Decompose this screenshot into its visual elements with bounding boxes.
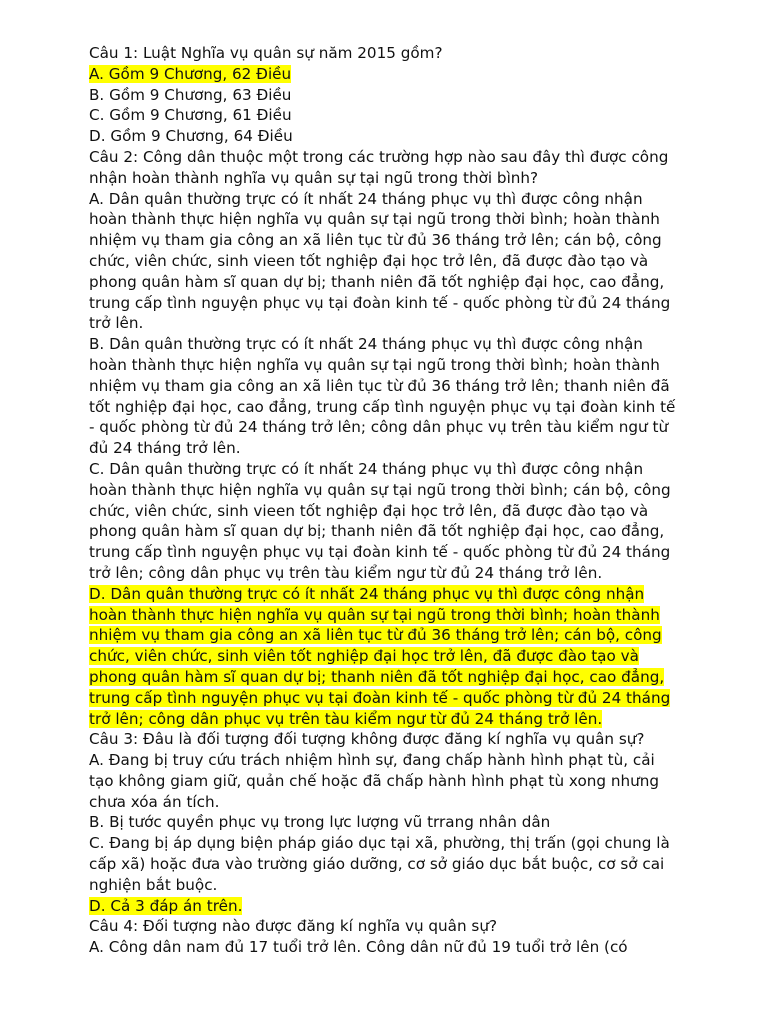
text-line [89, 646, 679, 667]
line-text: nhiệm vụ tham gia công an xã liên tục từ đủ 36 tháng trở lên; thanh niên đã [89, 376, 670, 395]
highlighted-answer-text: hoàn thành thực hiện nghĩa vụ quân sự tại ngũ trong thời bình; hoàn thành [89, 605, 660, 624]
text-line [89, 605, 679, 626]
text-line [89, 189, 679, 210]
text-line [89, 438, 679, 459]
line-text: A. Dân quân thường trực có ít nhất 24 tháng phục vụ thì được công nhận [89, 189, 643, 208]
text-line [89, 854, 679, 875]
text-line [89, 625, 679, 646]
text-line [89, 251, 679, 272]
text-line [89, 85, 679, 106]
text-line [89, 334, 679, 355]
line-text: cấp xã) hoặc đưa vào trường giáo dưỡng, cơ sở giáo dục bắt buộc, cơ sở cai [89, 855, 665, 874]
line-text: C. Đang bị áp dụng biện pháp giáo dục tại xã, phường, thị trấn (gọi chung là [89, 834, 670, 853]
line-text: B. Bị tước quyền phục vụ trong lực lượng vũ trrang nhân dân [89, 813, 551, 832]
text-line [89, 272, 679, 293]
line-text: đủ 24 tháng trở lên. [89, 439, 241, 458]
text-line [89, 542, 679, 563]
line-text: A. Đang bị truy cứu trách nhiệm hình sự, đang chấp hành hình phạt tù, cải [89, 751, 655, 770]
text-line [89, 521, 679, 542]
text-line [89, 563, 679, 584]
line-text: Câu 3: Đâu là đối tượng đối tượng không được đăng kí nghĩa vụ quân sự? [89, 730, 645, 749]
line-text: Câu 1: Luật Nghĩa vụ quân sự năm 2015 gồm? [89, 44, 443, 62]
highlighted-answer-text: trung cấp tình nguyện phục vụ tại đoàn kinh tế - quốc phòng từ đủ 24 tháng [89, 688, 671, 707]
text-line [89, 168, 679, 189]
text-line [89, 105, 679, 126]
line-text: hoàn thành thực hiện nghĩa vụ quân sự tại ngũ trong thời bình; cán bộ, công [89, 480, 671, 499]
text-line [89, 812, 679, 833]
text-line [89, 459, 679, 480]
text-line [89, 230, 679, 251]
line-text: phong quân hàm sĩ quan dự bị; thanh niên đã tốt nghiệp đại học, cao đẳng, [89, 272, 665, 291]
highlighted-answer-text: chức, viên chức, sinh viên tốt nghiệp đại học trở lên, đã được đào tạo và [89, 647, 639, 666]
highlighted-answer-text: D. Cả 3 đáp án trên. [89, 896, 243, 915]
text-line [89, 709, 679, 730]
line-text: A. Công dân nam đủ 17 tuổi trở lên. Công dân nữ đủ 19 tuổi trở lên (có [89, 938, 628, 957]
line-text: chức, viên chức, sinh vieen tốt nghiệp đại học trở lên, đã được đào tạo và [89, 251, 649, 270]
text-line [89, 688, 679, 709]
line-text: trở lên. [89, 314, 144, 333]
line-text: Câu 2: Công dân thuộc một trong các trường hợp nào sau đây thì được công [89, 147, 669, 166]
line-text: nhận hoàn thành nghĩa vụ quân sự tại ngũ trong thời bình? [89, 168, 539, 187]
highlighted-answer-text: D. Dân quân thường trực có ít nhất 24 tháng phục vụ thì được công nhận [89, 584, 645, 603]
text-line [89, 397, 679, 418]
text-line [89, 43, 679, 64]
line-text: C. Dân quân thường trực có ít nhất 24 tháng phục vụ thì được công nhận [89, 459, 644, 478]
line-text: Câu 4: Đối tượng nào được đăng kí nghĩa vụ quân sự? [89, 917, 498, 936]
text-line [89, 771, 679, 792]
line-text: - quốc phòng từ đủ 24 tháng trở lên; công dân phục vụ trên tàu kiểm ngư từ [89, 418, 669, 437]
line-text: B. Gồm 9 Chương, 63 Điều [89, 85, 292, 104]
line-text: nghiện bắt buộc. [89, 875, 218, 894]
line-text: phong quân hàm sĩ quan dự bị; thanh niên đã tốt nghiệp đại học, cao đẳng, [89, 522, 665, 541]
line-text: chưa xóa án tích. [89, 792, 220, 811]
text-line [89, 667, 679, 688]
text-line [89, 916, 679, 937]
highlighted-answer-text: nhiệm vụ tham gia công an xã liên tục từ đủ 36 tháng trở lên; cán bộ, công [89, 626, 662, 645]
highlighted-answer-text: phong quân hàm sĩ quan dự bị; thanh niên đã tốt nghiệp đại học, cao đẳng, [89, 667, 665, 686]
line-text: trung cấp tình nguyện phục vụ tại đoàn kinh tế - quốc phòng từ đủ 24 tháng [89, 293, 671, 312]
text-line [89, 64, 679, 85]
highlighted-answer-text: trở lên; công dân phục vụ trên tàu kiểm ngư từ đủ 24 tháng trở lên. [89, 709, 603, 728]
text-line [89, 937, 679, 958]
highlighted-answer-text: A. Gồm 9 Chương, 62 Điều [89, 64, 292, 83]
text-line [89, 417, 679, 438]
document-page [89, 43, 679, 958]
text-line [89, 729, 679, 750]
text-line [89, 750, 679, 771]
text-line [89, 126, 679, 147]
line-text: nhiệm vụ tham gia công an xã liên tục từ đủ 36 tháng trở lên; cán bộ, công [89, 231, 662, 250]
text-line [89, 209, 679, 230]
text-line [89, 480, 679, 501]
text-line [89, 792, 679, 813]
text-line [89, 147, 679, 168]
line-text: hoàn thành thực hiện nghĩa vụ quân sự tại ngũ trong thời bình; hoàn thành [89, 355, 660, 374]
line-text: chức, viên chức, sinh vieen tốt nghiệp đại học trở lên, đã được đào tạo và [89, 501, 649, 520]
line-text: B. Dân quân thường trực có ít nhất 24 tháng phục vụ thì được công nhận [89, 335, 643, 354]
line-text: trở lên; công dân phục vụ trên tàu kiểm ngư từ đủ 24 tháng trở lên. [89, 563, 603, 582]
text-line [89, 313, 679, 334]
text-line [89, 896, 679, 917]
line-text: C. Gồm 9 Chương, 61 Điều [89, 106, 292, 125]
line-text: trung cấp tình nguyện phục vụ tại đoàn kinh tế - quốc phòng từ đủ 24 tháng [89, 543, 671, 562]
text-line [89, 293, 679, 314]
text-line [89, 584, 679, 605]
text-line [89, 833, 679, 854]
line-text: tốt nghiệp đại học, cao đẳng, trung cấp tình nguyện phục vụ tại đoàn kinh tế [89, 397, 676, 416]
line-text: hoàn thành thực hiện nghĩa vụ quân sự tại ngũ trong thời bình; hoàn thành [89, 210, 660, 229]
text-line [89, 355, 679, 376]
line-text: D. Gồm 9 Chương, 64 Điều [89, 127, 293, 146]
text-line [89, 875, 679, 896]
line-text: tạo không giam giữ, quản chế hoặc đã chấp hành hình phạt tù xong nhưng [89, 771, 659, 790]
text-line [89, 501, 679, 522]
text-line [89, 376, 679, 397]
